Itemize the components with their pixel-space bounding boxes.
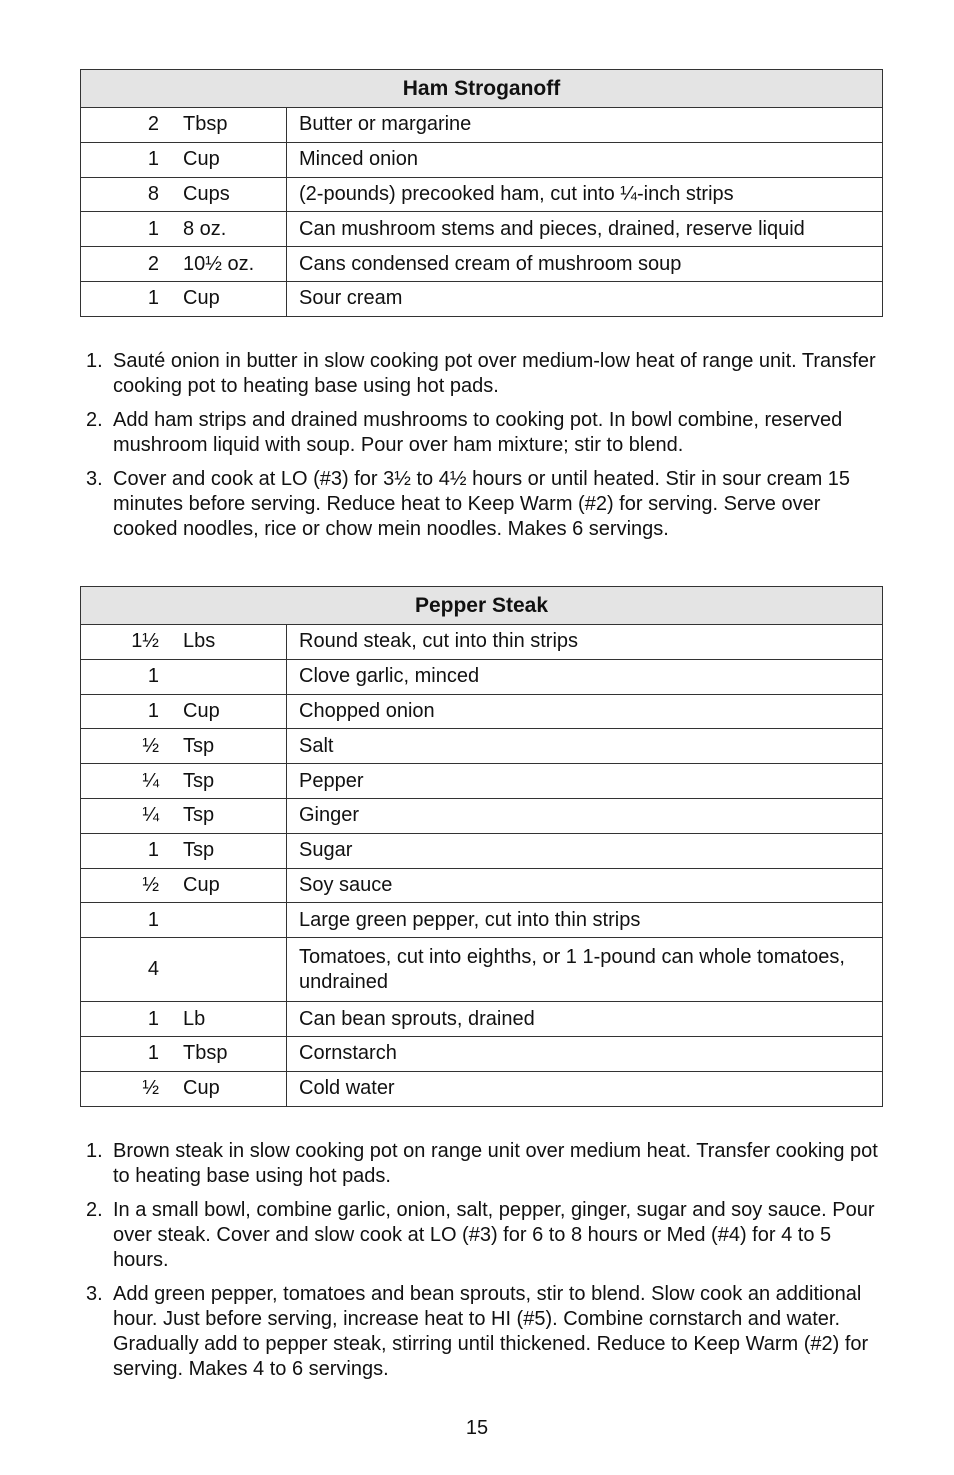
ingredient-amount: 4 (147, 958, 159, 981)
ingredient-item: Round steak, cut into thin strips (287, 625, 883, 660)
ingredient-unit: 10½ oz. (183, 252, 255, 275)
ingredient-amount: ½ (142, 734, 159, 757)
ingredient-row (81, 142, 883, 177)
pepper-steak-instructions (80, 1139, 890, 1391)
step-number: 3. (86, 468, 103, 490)
ingredient-unit: Cups (183, 182, 230, 205)
ingredient-row (81, 212, 883, 247)
step-text: Brown steak in slow cooking pot on range unit over medium heat. Transfer cooking pot to heating base using hot pads. (113, 1140, 878, 1187)
ingredient-item: (2-pounds) precooked ham, cut into ¼-inch strips (287, 177, 883, 212)
ingredient-item: Large green pepper, cut into thin strips (287, 903, 883, 938)
instruction-step (80, 1139, 890, 1189)
ingredient-row (81, 177, 883, 212)
ingredient-quantity (81, 729, 287, 764)
ingredient-row (81, 625, 883, 660)
ingredient-item: Sour cream (287, 281, 883, 316)
ingredient-quantity (81, 903, 287, 938)
ingredient-item: Cold water (287, 1071, 883, 1106)
table-header-row (81, 587, 883, 625)
ingredient-amount: 1 (147, 665, 159, 688)
instruction-step (80, 408, 890, 458)
ingredient-item: Soy sauce (287, 868, 883, 903)
ingredient-unit: Tsp (183, 804, 215, 827)
ingredient-row (81, 659, 883, 694)
step-number: 2. (86, 409, 103, 431)
ingredient-quantity (81, 247, 287, 282)
ingredient-unit: Lb (183, 1007, 206, 1030)
ingredient-quantity (81, 764, 287, 799)
ingredient-row (81, 247, 883, 282)
ingredient-unit: Tsp (183, 734, 215, 757)
ingredient-row (81, 729, 883, 764)
ingredient-quantity (81, 108, 287, 143)
ingredient-item: Ginger (287, 798, 883, 833)
ingredient-row (81, 938, 883, 1002)
ingredient-unit: Cup (183, 873, 220, 896)
instruction-step (80, 467, 890, 542)
ingredient-item: Sugar (287, 833, 883, 868)
table-header-row (81, 70, 883, 108)
ingredient-amount: 1 (147, 839, 159, 862)
step-text: Sauté onion in butter in slow cooking pot over medium-low heat of range unit. Transfer cooking pot to heating base using hot pads. (113, 350, 876, 397)
ingredient-amount: 1 (147, 148, 159, 171)
ham-stroganoff-ingredients-table (80, 69, 883, 317)
ingredient-row (81, 281, 883, 316)
ingredient-quantity (81, 1036, 287, 1071)
ingredient-quantity (81, 868, 287, 903)
ingredient-row (81, 903, 883, 938)
ingredient-amount: 2 (147, 252, 159, 275)
ingredient-quantity (81, 938, 287, 1002)
ingredient-unit: Lbs (183, 630, 216, 653)
ingredient-quantity (81, 625, 287, 660)
ingredient-amount: 1 (147, 908, 159, 931)
ingredient-amount: 8 (147, 182, 159, 205)
ingredient-amount: ½ (142, 873, 159, 896)
ingredient-amount: ¼ (142, 804, 159, 827)
ingredient-item: Cornstarch (287, 1036, 883, 1071)
ingredient-unit: Cup (183, 1077, 220, 1100)
step-text: In a small bowl, combine garlic, onion, salt, pepper, ginger, sugar and soy sauce. Pour over steak. Cover and slow cook at LO (#3) for 6 to 8 hours or Med (#4) for 4 to 5 hours. (113, 1199, 875, 1271)
ingredient-row (81, 764, 883, 799)
step-text: Cover and cook at LO (#3) for 3½ to 4½ hours or until heated. Stir in sour cream 15 minutes before serving. Reduce heat to Keep Warm (#2) for serving. Serve over cooked noodles, rice or chow mein noodles. Makes 6 servings. (113, 468, 851, 540)
ingredient-item: Cans condensed cream of mushroom soup (287, 247, 883, 282)
ingredient-quantity (81, 177, 287, 212)
ingredient-row (81, 1071, 883, 1106)
step-text: Add green pepper, tomatoes and bean sprouts, stir to blend. Slow cook an additional hour. Just before serving, increase heat to HI (#5). Combine cornstarch and water. Gradually add to pepper steak, stirring until thickened. Reduce to Keep Warm (#2) for serving. Makes 4 to 6 servings. (113, 1283, 869, 1380)
ingredient-item: Tomatoes, cut into eighths, or 1 1-pound can whole tomatoes, undrained (287, 938, 883, 1002)
ingredient-item: Can bean sprouts, drained (287, 1002, 883, 1037)
ingredient-quantity (81, 659, 287, 694)
ingredient-unit: Tbsp (183, 1042, 228, 1065)
ingredient-amount: ¼ (142, 769, 159, 792)
ingredient-amount: 1 (147, 217, 159, 240)
ingredient-amount: 1 (147, 1042, 159, 1065)
step-number: 3. (86, 1283, 103, 1305)
instruction-step (80, 1198, 890, 1273)
ingredient-item: Minced onion (287, 142, 883, 177)
step-number: 2. (86, 1199, 103, 1221)
instruction-step (80, 1282, 890, 1382)
step-text: Add ham strips and drained mushrooms to cooking pot. In bowl combine, reserved mushroom liquid with soup. Pour over ham mixture; stir to blend. (113, 409, 843, 456)
ingredient-unit: Cup (183, 148, 220, 171)
ingredient-row (81, 108, 883, 143)
ingredient-unit: Tsp (183, 839, 215, 862)
recipe-title: Ham Stroganoff (81, 70, 883, 108)
ingredient-quantity (81, 281, 287, 316)
ingredient-amount: 1 (147, 287, 159, 310)
ingredient-unit: Cup (183, 287, 220, 310)
ingredient-quantity (81, 798, 287, 833)
step-number: 1. (86, 1140, 103, 1162)
instruction-step (80, 349, 890, 399)
ingredient-unit: Tsp (183, 769, 215, 792)
ingredient-quantity (81, 1071, 287, 1106)
ingredient-row (81, 1036, 883, 1071)
ingredient-row (81, 1002, 883, 1037)
ingredient-amount: 1 (147, 1007, 159, 1030)
ingredient-row (81, 798, 883, 833)
page-number: 15 (465, 1417, 489, 1439)
ingredient-item: Chopped onion (287, 694, 883, 729)
ingredient-unit: Cup (183, 699, 220, 722)
ingredient-quantity (81, 833, 287, 868)
ingredient-row (81, 694, 883, 729)
ingredient-row (81, 868, 883, 903)
ingredient-quantity (81, 142, 287, 177)
ingredient-amount: 1½ (131, 630, 159, 653)
ingredient-item: Can mushroom stems and pieces, drained, reserve liquid (287, 212, 883, 247)
step-number: 1. (86, 350, 103, 372)
ingredient-item: Salt (287, 729, 883, 764)
ham-stroganoff-instructions (80, 349, 890, 551)
ingredient-row (81, 833, 883, 868)
ingredient-quantity (81, 1002, 287, 1037)
ingredient-quantity (81, 694, 287, 729)
recipe-title: Pepper Steak (81, 587, 883, 625)
ingredient-quantity (81, 212, 287, 247)
ingredient-item: Butter or margarine (287, 108, 883, 143)
ingredient-amount: ½ (142, 1077, 159, 1100)
ingredient-item: Clove garlic, minced (287, 659, 883, 694)
ingredient-item: Pepper (287, 764, 883, 799)
ingredient-unit: Tbsp (183, 113, 228, 136)
ingredient-amount: 2 (147, 113, 159, 136)
ingredient-amount: 1 (147, 699, 159, 722)
ingredient-unit: 8 oz. (183, 217, 227, 240)
pepper-steak-ingredients-table (80, 586, 883, 1107)
